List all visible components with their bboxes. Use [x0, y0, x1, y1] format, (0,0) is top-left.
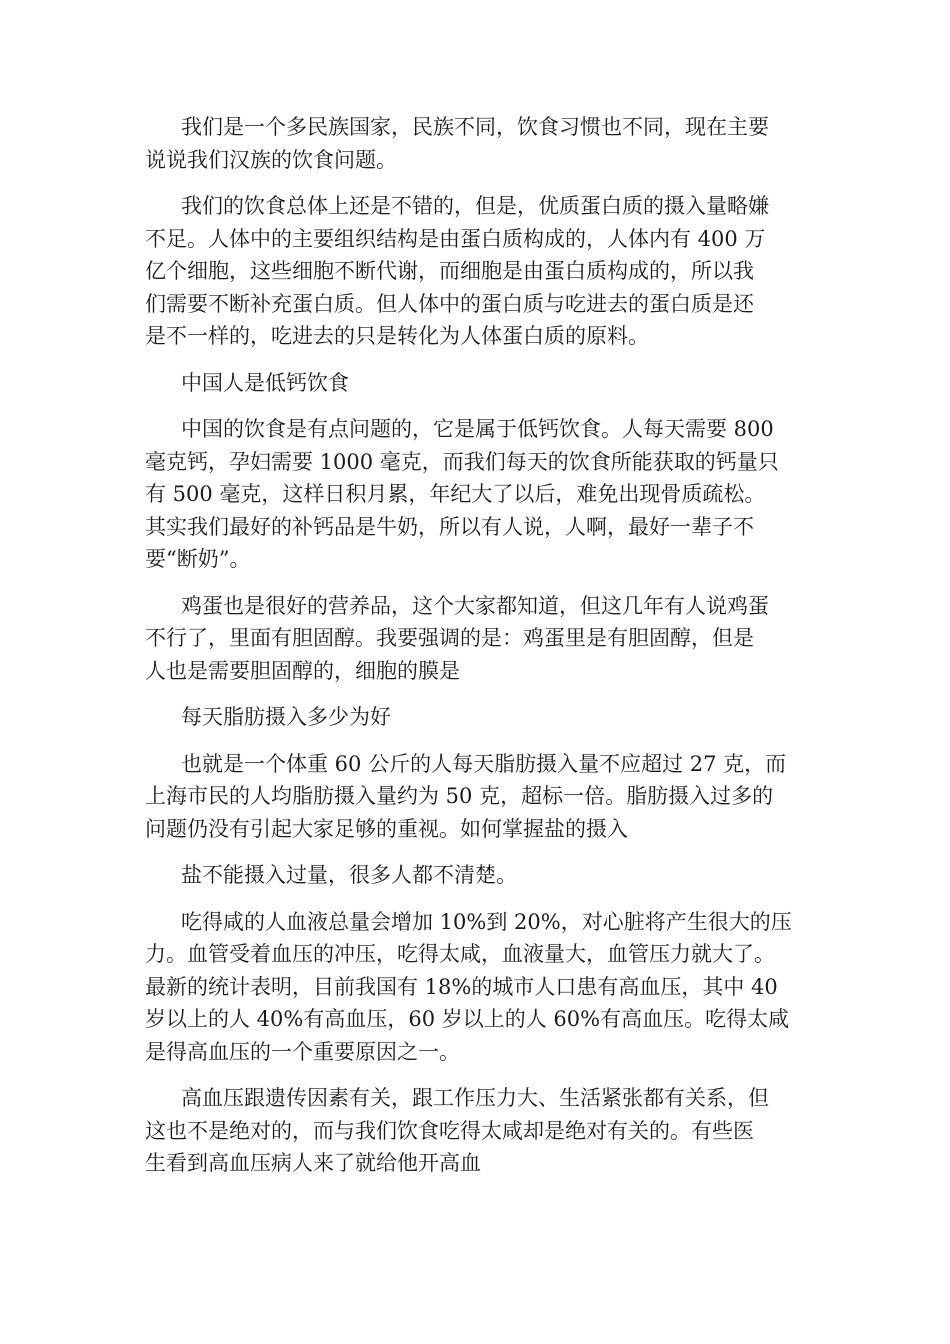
body-paragraph — [145, 190, 825, 353]
text-line: 毫克钙，孕妇需要 1000 毫克，而我们每天的饮食所能获取的钙量只 — [145, 449, 779, 474]
text-line: 要“断奶”。 — [145, 547, 251, 571]
body-paragraph — [145, 906, 825, 1069]
text-line: 力。血管受着血压的冲压，吃得太咸，血液量大，血管压力就大了。 — [145, 942, 775, 966]
document-body — [145, 111, 825, 1194]
text-line: 生看到高血压病人来了就给他开高血 — [145, 1151, 481, 1175]
text-line: 不行了，里面有胆固醇。我要强调的是：鸡蛋里是有胆固醇，但是 — [145, 626, 754, 650]
text-line: 我们是一个多民族国家，民族不同，饮食习惯也不同，现在主要 — [181, 115, 769, 139]
text-line: 也就是一个体重 60 公斤的人每天脂肪摄入量不应超过 27 克，而 — [181, 751, 787, 776]
body-paragraph — [145, 111, 825, 176]
text-line: 吃得咸的人血液总量会增加 10%到 20%，对心脏将产生很大的压 — [181, 909, 792, 934]
body-paragraph — [145, 859, 825, 892]
body-paragraph — [145, 590, 825, 688]
text-line: 鸡蛋也是很好的营养品，这个大家都知道，但这几年有人说鸡蛋 — [181, 593, 769, 618]
text-line: 岁以上的人 40%有高血压，60 岁以上的人 60%有高血压。吃得太咸 — [145, 1007, 790, 1031]
body-paragraph — [145, 1082, 825, 1180]
text-line: 这也不是绝对的，而与我们饮食吃得太咸却是绝对有关的。有些医 — [145, 1118, 754, 1143]
text-line: 每天脂肪摄入多少为好 — [181, 705, 391, 729]
text-line: 是得高血压的一个重要原因之一。 — [145, 1039, 460, 1064]
text-line: 我们的饮食总体上还是不错的，但是，优质蛋白质的摄入量略嫌 — [181, 194, 769, 218]
section-heading — [145, 367, 825, 400]
text-line: 有 500 毫克，这样日积月累，年纪大了以后，难免出现骨质疏松。 — [145, 482, 766, 506]
text-line: 问题仍没有引起大家足够的重视。如何掌握盐的摄入 — [145, 816, 628, 841]
text-line: 亿个细胞，这些细胞不断代谢，而细胞是由蛋白质构成的，所以我 — [145, 259, 754, 283]
text-line: 说说我们汉族的饮食问题。 — [145, 147, 397, 172]
text-line: 们需要不断补充蛋白质。但人体中的蛋白质与吃进去的蛋白质是还 — [145, 291, 754, 316]
text-line: 上海市民的人均脂肪摄入量约为 50 克，超标一倍。脂肪摄入过多的 — [145, 784, 774, 808]
text-line: 其实我们最好的补钙品是牛奶，所以有人说，人啊，最好一辈子不 — [145, 514, 754, 539]
text-line: 是不一样的，吃进去的只是转化为人体蛋白质的原料。 — [145, 324, 649, 348]
text-line: 盐不能摄入过量，很多人都不清楚。 — [181, 863, 517, 887]
text-line: 中国的饮食是有点问题的，它是属于低钙饮食。人每天需要 800 — [181, 417, 774, 441]
body-paragraph — [145, 413, 825, 576]
text-line: 最新的统计表明，目前我国有 18%的城市人口患有高血压，其中 40 — [145, 974, 778, 999]
text-line: 中国人是低钙饮食 — [181, 370, 349, 395]
text-line: 高血压跟遗传因素有关，跟工作压力大、生活紧张都有关系，但 — [181, 1086, 769, 1110]
text-line: 人也是需要胆固醇的，细胞的膜是 — [145, 658, 460, 683]
text-line: 不足。人体中的主要组织结构是由蛋白质构成的，人体内有 400 万 — [145, 226, 766, 251]
body-paragraph — [145, 748, 825, 846]
section-heading — [145, 701, 825, 734]
